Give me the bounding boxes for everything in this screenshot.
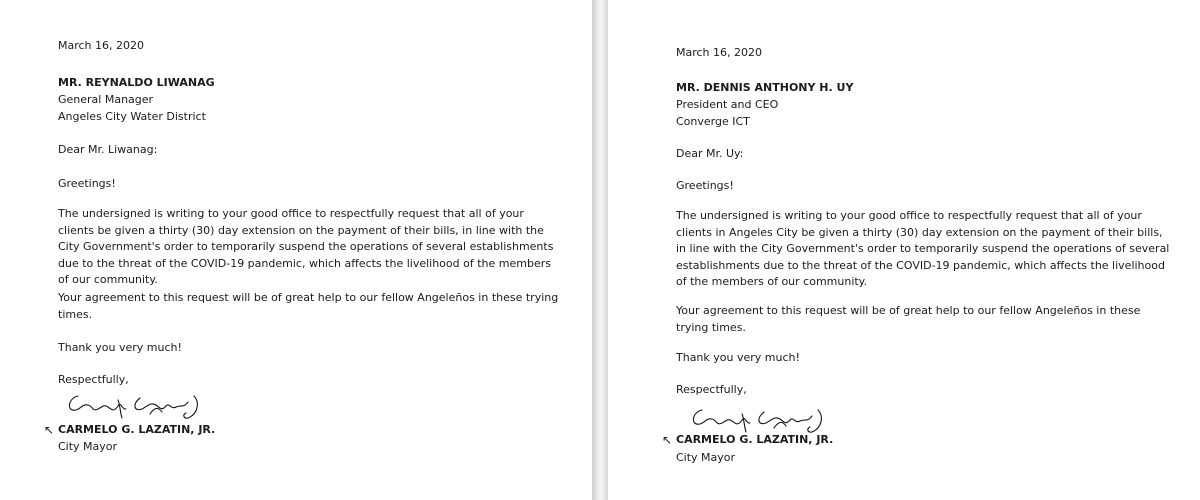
body-paragraph-agreement: Your agreement to this request will be of great help to our fellow Angeleños in these trying times. [58,291,559,321]
closing: Respectfully, [676,383,747,396]
mayor-signature [686,402,836,436]
recipient-organization: Converge ICT [676,115,750,128]
recipient-title: President and CEO [676,98,779,111]
recipient-name: MR. REYNALDO LIWANAG [58,76,215,89]
recipient-organization: Angeles City Water District [58,110,206,123]
greeting: Greetings! [58,177,116,190]
recipient-name: MR. DENNIS ANTHONY H. UY [676,81,854,94]
salutation: Dear Mr. Uy: [676,147,744,160]
recipient-title: General Manager [58,93,154,106]
body-paragraph-agreement: Your agreement to this request will be of great help to our fellow Angeleños in these trying times. [676,304,1141,334]
signatory-title: City Mayor [676,451,736,464]
letter-uy [608,0,1200,500]
thanks-line: Thank you very much! [58,341,182,354]
signatory-title: City Mayor [58,440,118,453]
salutation: Dear Mr. Liwanag: [58,143,158,156]
page-divider [592,0,608,500]
signatory-name: CARMELO G. LAZATIN, JR. [58,423,216,436]
check-mark-icon: ↖ [662,433,673,447]
letter-liwanag [0,0,592,500]
check-mark-icon: ↖ [44,423,55,437]
letter-date: March 16, 2020 [58,39,145,52]
greeting: Greetings! [676,179,734,192]
thanks-line: Thank you very much! [676,351,800,364]
signatory-name: CARMELO G. LAZATIN, JR. [676,433,834,446]
closing: Respectfully, [58,373,129,386]
body-paragraph-request: The undersigned is writing to your good office to respectfully request that all of your clients in Angeles City be given a thirty (30) day extension on the payment of their bills, in line with the City Government's order to temporarily suspend the operations of several establishments due to the threat of the COVID-19 pandemic, which affects the livelihood of the members of our community. [676,209,1170,288]
body-paragraph-request: The undersigned is writing to your good office to respectfully request that all of your clients be given a thirty (30) day extension on the payment of their bills, in line with the City Government's order to temporarily suspend the operations of several establishments due to the threat of the COVID-19 pandemic, which affects the livelihood of the members of our community. [58,207,554,286]
mayor-signature [62,388,212,424]
letter-date: March 16, 2020 [676,46,763,59]
